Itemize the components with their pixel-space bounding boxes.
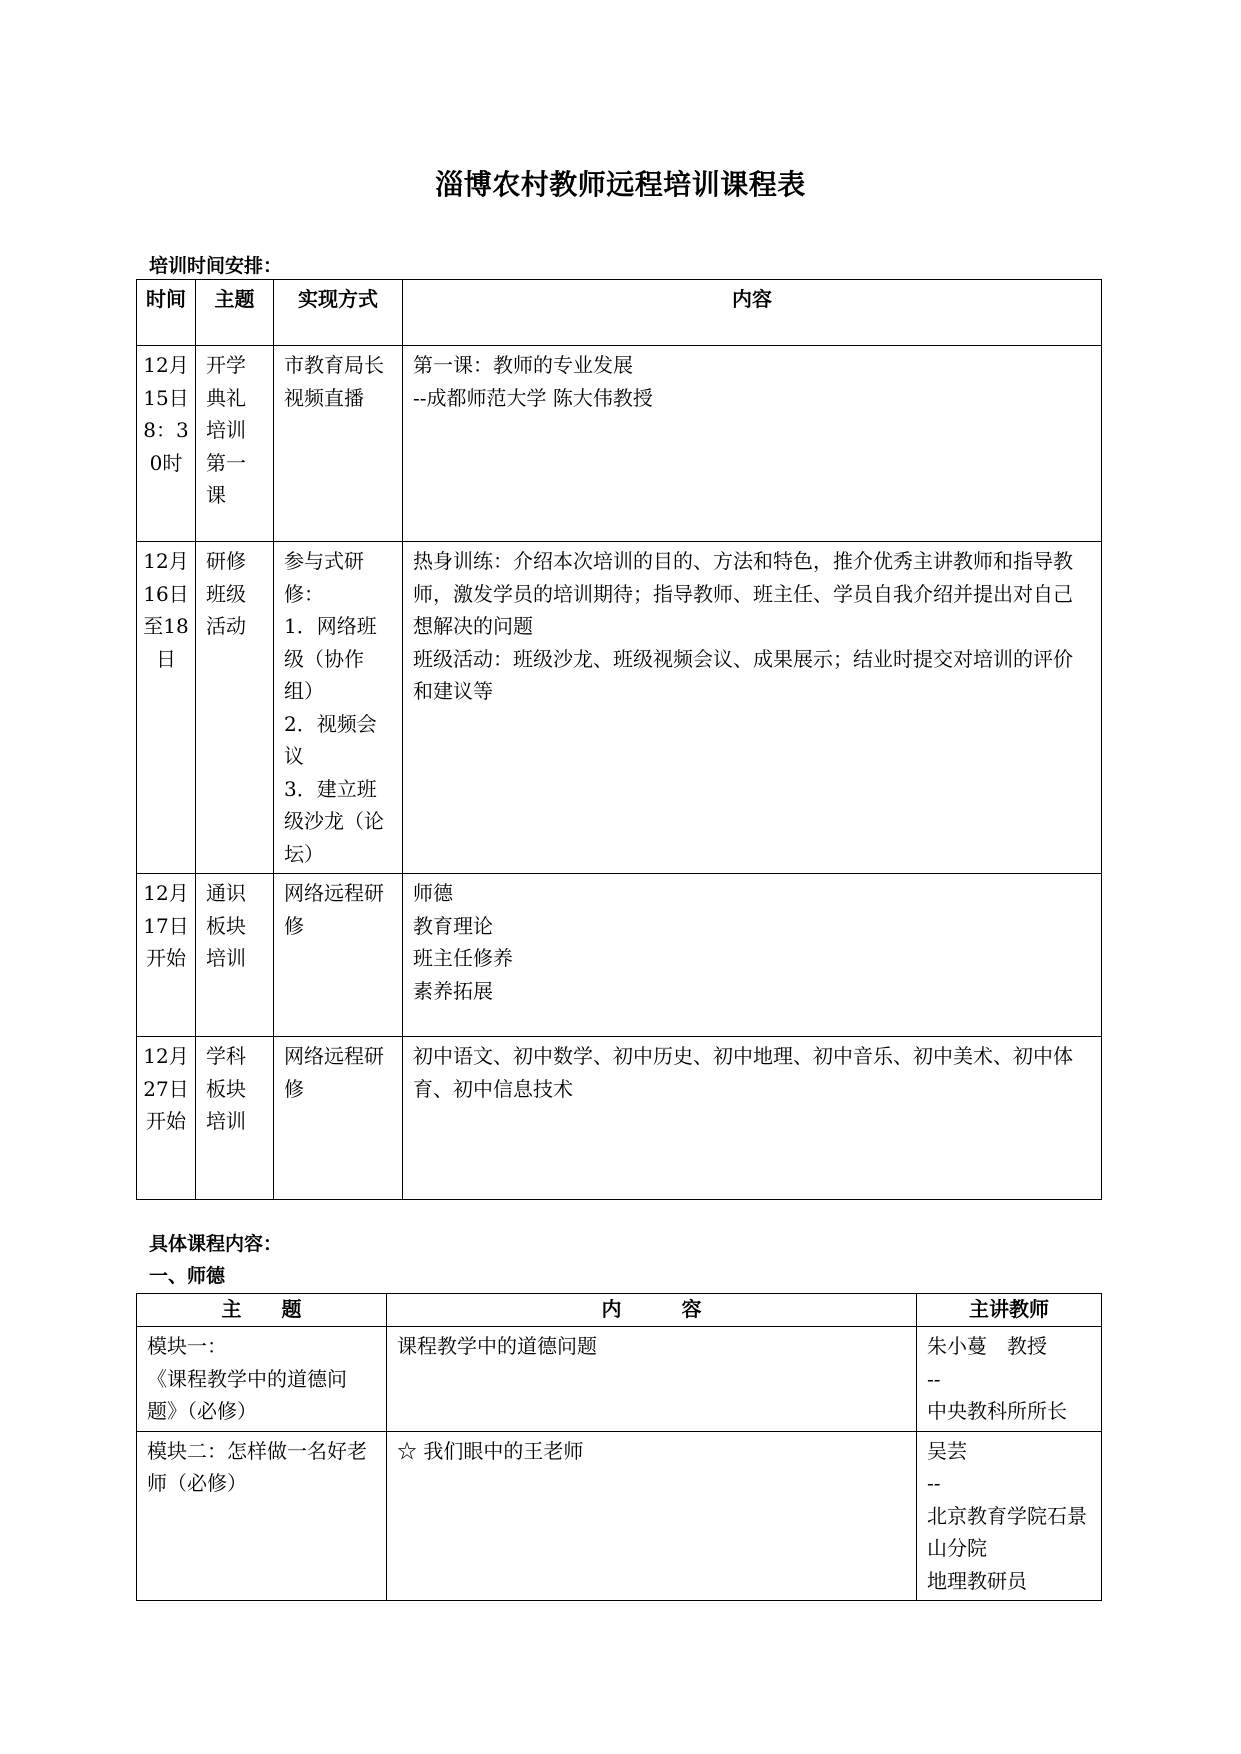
content-line: 班主任修养 bbox=[413, 946, 513, 970]
schedule-row bbox=[137, 1037, 1102, 1200]
schedule-time: 12月17日开始 bbox=[137, 874, 196, 1037]
ethics-header-row bbox=[137, 1294, 1102, 1327]
schedule-content bbox=[403, 346, 1102, 542]
header-theme: 主 题 bbox=[137, 1294, 387, 1327]
ethics-row bbox=[137, 1327, 1102, 1432]
schedule-content bbox=[403, 874, 1102, 1037]
schedule-time: 12月15日8：30时 bbox=[137, 346, 196, 542]
ethics-teacher: 吴芸 -- 北京教育学院石景山分院 地理教研员 bbox=[917, 1431, 1102, 1601]
header-content: 内 容 bbox=[387, 1294, 917, 1327]
schedule-method: 网络远程研修 bbox=[274, 874, 403, 1037]
ethics-content: ☆ 我们眼中的王老师 bbox=[387, 1431, 917, 1601]
ethics-content: 课程教学中的道德问题 bbox=[387, 1327, 917, 1432]
header-time: 时间 bbox=[137, 280, 196, 346]
ethics-row bbox=[137, 1431, 1102, 1601]
schedule-table bbox=[136, 279, 1102, 1200]
schedule-time: 12月27日开始 bbox=[137, 1037, 196, 1200]
content-line: 初中语文、初中数学、初中历史、初中地理、初中音乐、初中美术、初中体育、初中信息技术 bbox=[413, 1044, 1073, 1101]
ethics-table bbox=[136, 1293, 1102, 1601]
schedule-method: 市教育局长视频直播 bbox=[274, 346, 403, 542]
header-content: 内容 bbox=[403, 280, 1102, 346]
page-title: 淄博农村教师远程培训课程表 bbox=[435, 168, 806, 201]
content-line: --成都师范大学 陈大伟教授 bbox=[413, 385, 653, 410]
content-line: 班级活动：班级沙龙、班级视频会议、成果展示；结业时提交对培训的评价和建议等 bbox=[413, 646, 1073, 703]
schedule-method: 参与式研修： 1．网络班级（协作组） 2．视频会议 3．建立班级沙龙（论坛） bbox=[274, 542, 403, 874]
schedule-theme: 研修班级活动 bbox=[196, 542, 274, 874]
content-line: 第一课：教师的专业发展 bbox=[413, 353, 633, 377]
schedule-row bbox=[137, 542, 1102, 874]
ethics-theme: 模块二：怎样做一名好老师（必修） bbox=[137, 1431, 387, 1601]
schedule-row bbox=[137, 346, 1102, 542]
content-line: 素养拓展 bbox=[413, 978, 493, 1003]
schedule-theme: 学科板块培训 bbox=[196, 1037, 274, 1200]
header-method: 实现方式 bbox=[274, 280, 403, 346]
header-theme: 主题 bbox=[196, 280, 274, 346]
content-line: 师德 bbox=[413, 881, 453, 905]
schedule-method: 网络远程研修 bbox=[274, 1037, 403, 1200]
header-teacher: 主讲教师 bbox=[917, 1294, 1102, 1327]
ethics-theme: 模块一： 《课程教学中的道德问题》（必修） bbox=[137, 1327, 387, 1432]
schedule-time: 12月16日至18日 bbox=[137, 542, 196, 874]
schedule-theme: 通识板块培训 bbox=[196, 874, 274, 1037]
schedule-row bbox=[137, 874, 1102, 1037]
detail-label: 具体课程内容： bbox=[149, 1233, 283, 1255]
schedule-theme: 开学典礼培训第一课 bbox=[196, 346, 274, 542]
schedule-content bbox=[403, 1037, 1102, 1200]
section1-label: 一、师德 bbox=[149, 1265, 226, 1287]
schedule-label: 培训时间安排： bbox=[149, 255, 283, 277]
schedule-content bbox=[403, 542, 1102, 874]
ethics-teacher: 朱小蔓 教授 -- 中央教科所所长 bbox=[917, 1327, 1102, 1432]
schedule-header-row bbox=[137, 280, 1102, 346]
content-line: 热身训练：介绍本次培训的目的、方法和特色，推介优秀主讲教师和指导教师，激发学员的培训期待；指导教师、班主任、学员自我介绍并提出对自己想解决的问题 bbox=[413, 549, 1073, 638]
content-line: 教育理论 bbox=[413, 913, 493, 938]
